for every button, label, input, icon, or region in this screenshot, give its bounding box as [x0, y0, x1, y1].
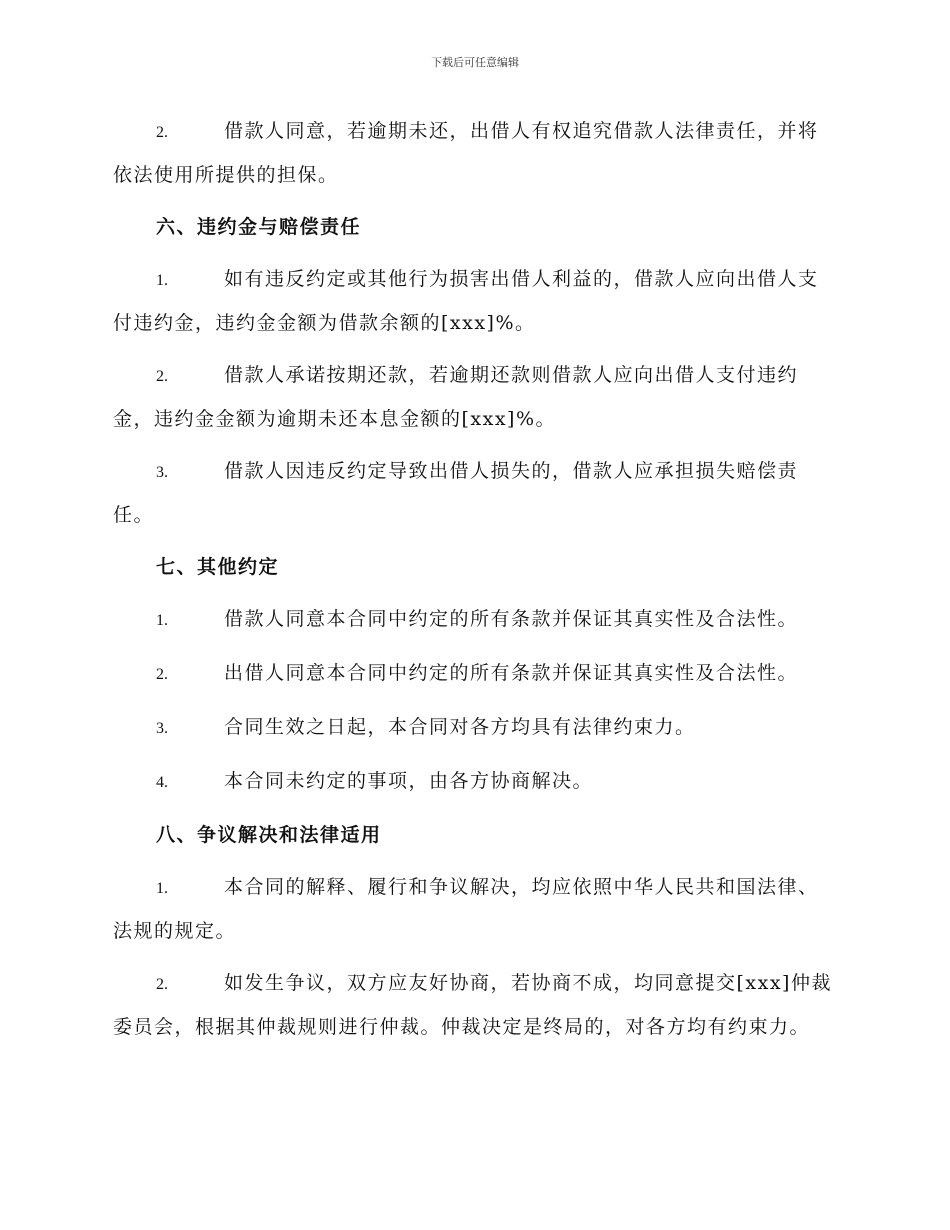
clause-text: 借款人同意，若逾期未还，出借人有权追究借款人法律责任，并将依法使用所提供的担保。 [113, 120, 819, 186]
clause-5-2 [113, 110, 833, 196]
clause-number: 1. [156, 880, 168, 897]
section-heading-8: 八、争议解决和法律适用 [156, 824, 382, 846]
clause-text: 本合同未约定的事项，由各方协商解决。 [224, 770, 594, 792]
clause-number: 1. [156, 272, 168, 289]
document-body [113, 110, 833, 1058]
section-heading-7: 七、其他约定 [156, 556, 280, 578]
page-header: 下载后可任意编辑 [431, 56, 519, 69]
clause-7-3 [113, 706, 833, 750]
clause-number: 3. [156, 720, 168, 737]
clause-text: 出借人同意本合同中约定的所有条款并保证其真实性及合法性。 [224, 662, 799, 684]
clause-text: 借款人同意本合同中约定的所有条款并保证其真实性及合法性。 [224, 608, 799, 630]
clause-8-1 [113, 866, 833, 952]
clause-number: 3. [156, 464, 168, 481]
clause-8-2 [113, 962, 833, 1048]
section-heading-6: 六、违约金与赔偿责任 [156, 216, 362, 238]
clause-7-2 [113, 652, 833, 696]
clause-text: 借款人承诺按期还款，若逾期还款则借款人应向出借人支付违约金，违约金金额为逾期未还本息金额的[xxx]%。 [113, 364, 799, 430]
clause-6-2 [113, 354, 833, 440]
clause-text: 如有违反约定或其他行为损害出借人利益的，借款人应向出借人支付违约金，违约金金额为借款余额的[xxx]%。 [113, 268, 819, 334]
clause-number: 2. [156, 666, 168, 683]
clause-text: 本合同的解释、履行和争议解决，均应依照中华人民共和国法律、法规的规定。 [113, 876, 819, 942]
clause-number: 2. [156, 124, 168, 141]
clause-number: 2. [156, 368, 168, 385]
clause-text: 合同生效之日起，本合同对各方均具有法律约束力。 [224, 716, 696, 738]
clause-text: 如发生争议，双方应友好协商，若协商不成，均同意提交[xxx]仲裁委员会，根据其仲裁规则进行仲裁。仲裁决定是终局的，对各方均有约束力。 [113, 972, 832, 1038]
clause-text: 借款人因违反约定导致出借人损失的，借款人应承担损失赔偿责任。 [113, 460, 799, 526]
clause-number: 4. [156, 774, 168, 791]
clause-number: 2. [156, 976, 168, 993]
clause-number: 1. [156, 612, 168, 629]
clause-6-1 [113, 258, 833, 344]
clause-6-3 [113, 450, 833, 536]
clause-7-1 [113, 598, 833, 642]
clause-7-4 [113, 760, 833, 804]
